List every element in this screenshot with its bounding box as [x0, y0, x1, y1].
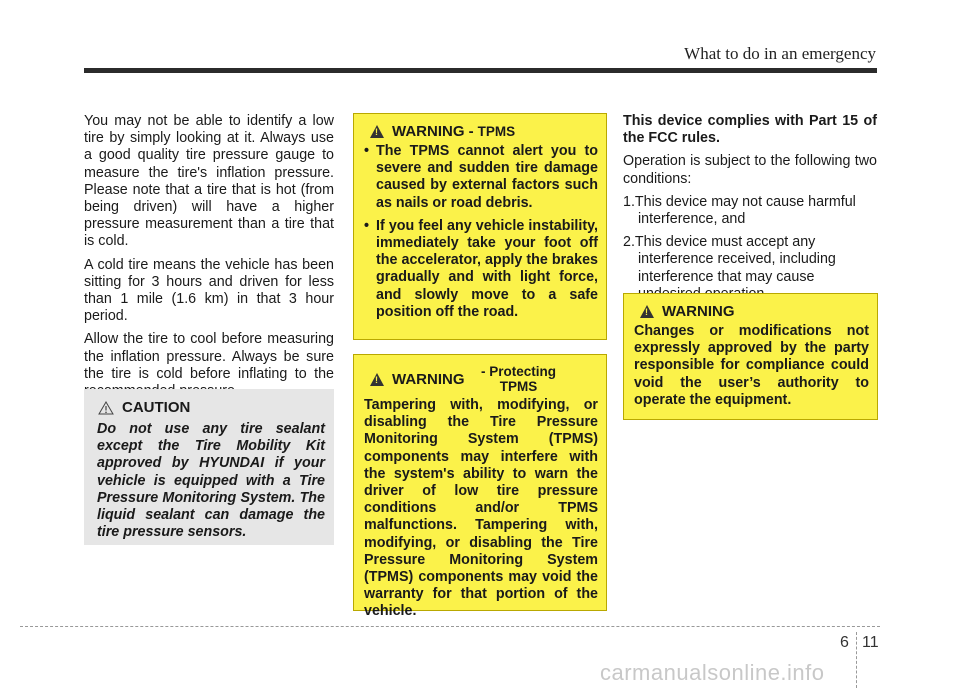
warning-tpms-box	[353, 113, 607, 340]
caution-title	[98, 399, 190, 416]
condition-item: 1.This device may not cause harmful interference, and	[623, 193, 856, 228]
caution-box	[84, 389, 334, 545]
paragraph: Allow the tire to cool before measuring the inflation pressure. Always be sure the tire is cold before inflating to the	[84, 331, 334, 382]
warning-protect-title	[370, 364, 606, 394]
warning-tpms-body	[364, 143, 598, 321]
warning-fcc-title	[640, 303, 877, 320]
left-column	[84, 113, 334, 406]
warning-title-text: WARNING	[392, 370, 465, 388]
page-header-title: What to do in an emergency	[684, 44, 876, 63]
caution-title-text: CAUTION	[122, 399, 191, 416]
paragraph: You may not be able to identify a low tire by simply looking at it. Always use a good quality tire pressure gauge to measure the tire's inflation pressure. Please note that a tire that is hot (from being driven) will have a higher pressure measurement than a tire that is cold.	[84, 113, 334, 250]
warning-triangle-icon	[640, 305, 654, 318]
page-number-separator	[856, 632, 858, 688]
fcc-heading: This device complies with Part 15 of the FCC rules.	[623, 113, 877, 147]
warning-triangle-icon	[370, 125, 384, 138]
chapter-number: 6	[840, 634, 849, 651]
paragraph: A cold tire means the vehicle has been sitting for 3 hours and driven for less than 1 mile (1.6 km) in that 3 hour period.	[84, 256, 334, 325]
warning-title-text: WARNING -	[392, 123, 474, 140]
header-rule	[84, 68, 877, 73]
list-item: • If you feel any vehicle instability, immediately take your foot off the accelerator, apply the brakes gradually and with light force, and slowly move to a safe position off the road.	[364, 218, 598, 321]
warning-protecting-tpms-box	[353, 354, 607, 620]
condition-item: 2.This device must accept any interference received, including interference that may cause	[623, 234, 836, 285]
caution-triangle-icon	[98, 401, 114, 415]
warning-triangle-icon	[370, 373, 384, 386]
caution-body: Do not use any tire sealant except the Tire Mobility Kit approved by HYUNDAI if your vehicle is equipped with a Tire Pressure Monitoring System. The liquid sealant can damage the tire pressure sensors.	[97, 421, 325, 541]
warning-fcc-box	[623, 293, 878, 420]
watermark: carmanualsonline.info	[600, 660, 825, 685]
page-number: 11	[862, 634, 879, 651]
footer-rule	[20, 626, 880, 627]
paragraph: Operation is subject to the following two conditions:	[623, 153, 877, 187]
warning-title-text: WARNING	[662, 303, 735, 320]
warning-subtitle: - Protecting TPMS	[480, 364, 556, 394]
warning-protect-body: Tampering with, modifying, or disabling the Tire Pressure Monitoring System (TPMS) components may interfere with the system's ability to warn the driver of low tire pressure conditions and/or TPMS malfunctions. Tampering with, modifying, or disabling the Tire Pressure Monitoring System (TPMS) components may void the warranty for that portion of the vehicle.	[364, 397, 598, 620]
warning-fcc-body: Changes or modifications not expressly approved by the party responsible for compliance could void the user’s authority to operate the equipment.	[634, 323, 869, 408]
list-item: • The TPMS cannot alert you to severe and sudden tire damage caused by external factors such as nails or road debris.	[364, 143, 598, 212]
warning-tpms-title	[370, 123, 606, 140]
warning-subtitle: TPMS	[477, 124, 516, 139]
right-column	[623, 113, 877, 309]
